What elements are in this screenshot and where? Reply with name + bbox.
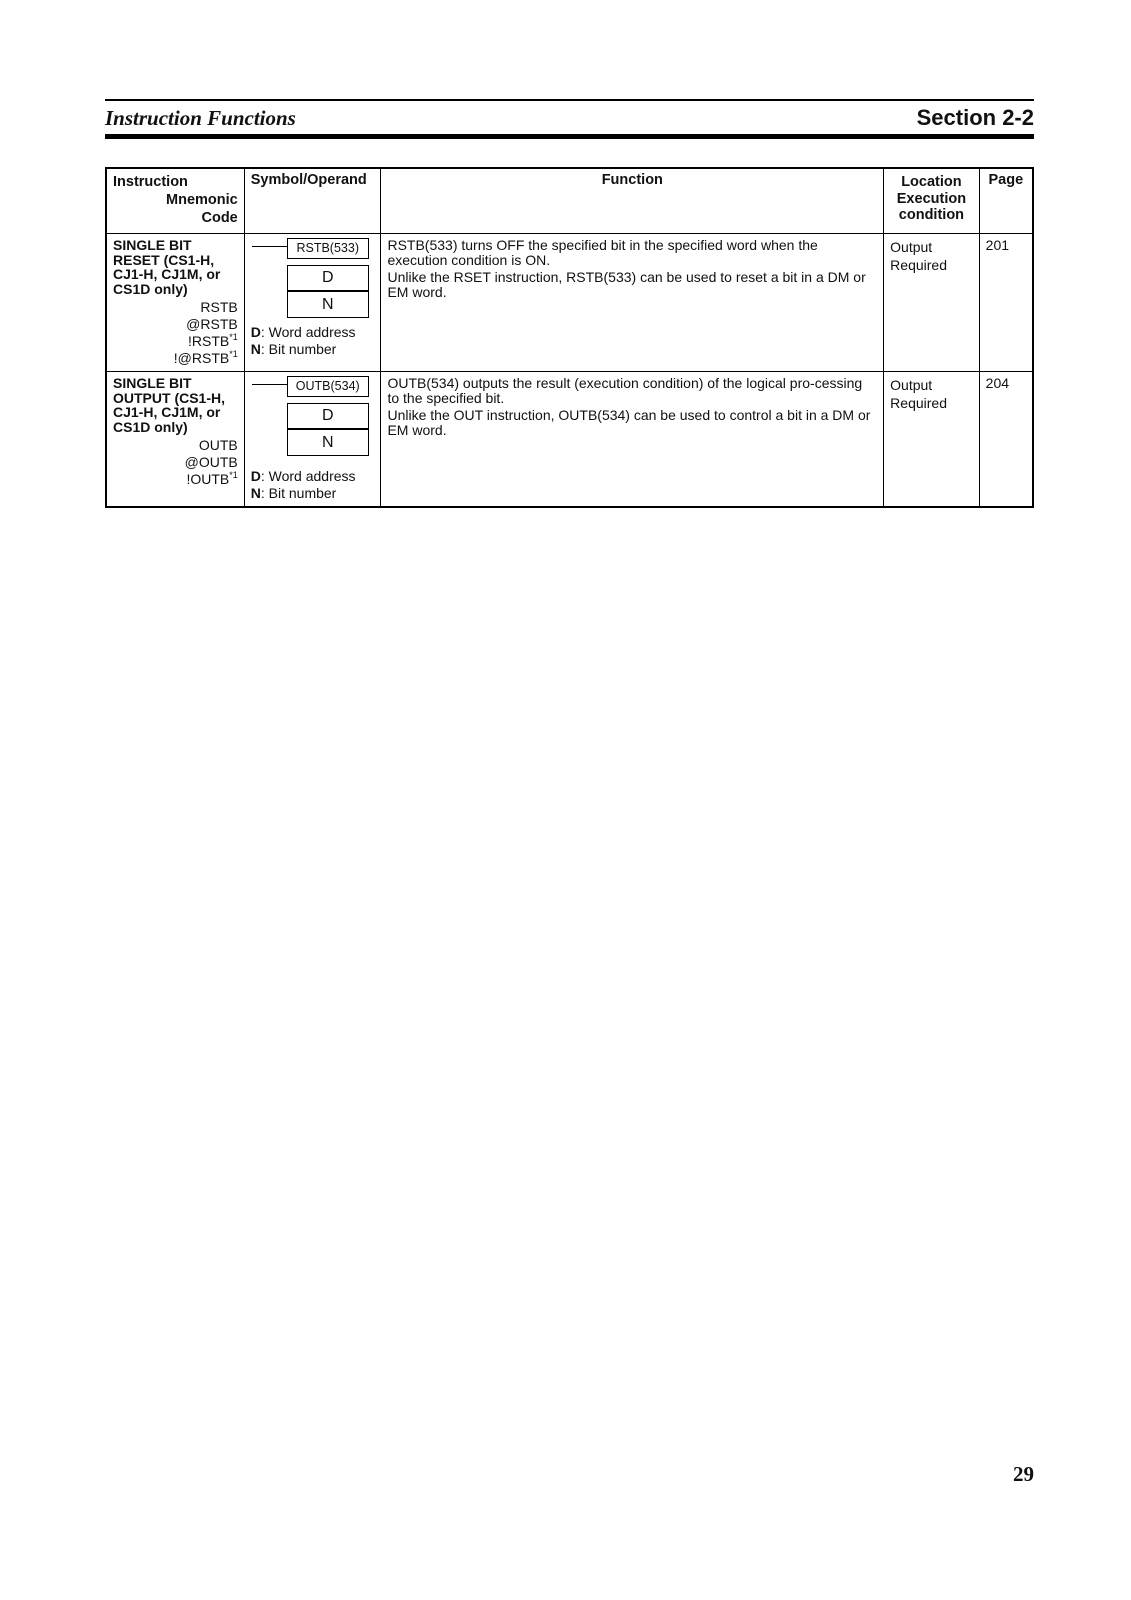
symbol-operand-d: D: [287, 403, 369, 429]
instruction-name-line: RESET (CS1-H,: [113, 251, 215, 268]
column-header-condition-label: condition: [898, 207, 965, 223]
table-row: [106, 234, 1033, 372]
mnemonic-code: OUTB: [198, 437, 238, 453]
mnemonic-code: RSTB: [200, 299, 238, 315]
symbol-cell: [244, 234, 381, 372]
ladder-input-line: [252, 384, 287, 385]
mnemonic-code: !RSTB$^{*1}$: [187, 332, 238, 349]
instruction-name-line: CJ1-H, CJ1M, or: [113, 404, 221, 420]
symbol-instruction-label: OUTB(534): [287, 376, 369, 397]
function-paragraph: OUTB(534) outputs the result (execution condition) of the logical pro-cessing to the specified bit.: [387, 375, 863, 406]
instruction-name-line: CS1D only): [113, 418, 188, 435]
column-header-instruction: [106, 168, 244, 234]
instruction-name-line: CS1D only): [113, 280, 188, 297]
function-paragraph: Unlike the RSET instruction, RSTB(533) can be used to reset a bit in a DM or EM word.: [387, 269, 866, 300]
function-paragraph: RSTB(533) turns OFF the specified bit in the specified word when the execution condition is ON.: [387, 237, 818, 268]
function-cell: [381, 234, 884, 372]
instruction-name-line: OUTPUT (CS1-H,: [113, 389, 225, 406]
column-header-page: Page: [979, 168, 1033, 234]
column-header-mnemonic-label: Mnemonic: [166, 192, 238, 208]
symbol-operand-d: D: [287, 265, 369, 291]
column-header-execution-label: Execution: [896, 191, 967, 207]
operand-legend: [251, 468, 375, 502]
instruction-table: [105, 167, 1034, 508]
mnemonic-code: @RSTB: [186, 316, 238, 332]
instruction-name-line: SINGLE BIT: [113, 375, 192, 391]
execution-condition-value: Required: [890, 257, 947, 273]
symbol-operand-n: N: [287, 429, 369, 456]
column-header-instruction-label: Instruction: [113, 174, 188, 190]
column-header-location: [884, 168, 980, 234]
instruction-name-line: CJ1-H, CJ1M, or: [113, 266, 221, 282]
location-cell: [884, 234, 980, 372]
ladder-symbol: [251, 238, 375, 324]
operand-legend-item: N: Bit number: [250, 341, 337, 357]
execution-condition-value: Required: [890, 395, 947, 411]
symbol-cell: [244, 372, 381, 508]
ladder-input-line: [252, 246, 287, 247]
location-value: Output: [890, 239, 933, 255]
operand-legend: [251, 324, 375, 358]
instruction-cell: [106, 234, 244, 372]
instruction-cell: [106, 372, 244, 508]
instruction-name-line: SINGLE BIT: [113, 237, 192, 253]
column-header-location-label: Location: [901, 174, 962, 190]
mnemonic-code: !@RSTB$^{*1}$: [173, 349, 238, 366]
column-header-code-label: Code: [201, 210, 238, 226]
function-paragraph: Unlike the OUT instruction, OUTB(534) can be used to control a bit in a DM or EM word.: [387, 407, 871, 438]
header-bottom-rule: [105, 134, 1034, 139]
page-number: 29: [1013, 1462, 1034, 1486]
section-label: Section 2-2: [916, 105, 1034, 130]
table-row: [106, 372, 1033, 508]
operand-legend-item: N: Bit number: [250, 485, 337, 501]
page-cell: 204: [979, 372, 1033, 508]
location-cell: [884, 372, 980, 508]
header-top-rule: [105, 99, 1034, 101]
operand-legend-item: D: Word address: [250, 468, 356, 484]
page-cell: 201: [979, 234, 1033, 372]
ladder-symbol: [251, 376, 375, 462]
table-header-row: [106, 168, 1033, 234]
symbol-instruction-label: RSTB(533): [287, 238, 369, 259]
function-cell: [381, 372, 884, 508]
operand-legend-item: D: Word address: [250, 324, 356, 340]
location-value: Output: [890, 377, 933, 393]
symbol-operand-n: N: [287, 291, 369, 318]
mnemonic-list: [113, 299, 238, 367]
mnemonic-list: [113, 437, 238, 488]
mnemonic-code: @OUTB: [184, 454, 238, 470]
column-header-function: Function: [381, 168, 884, 234]
column-header-symbol: Symbol/Operand: [244, 168, 381, 234]
page-header-title: Instruction Functions: [105, 106, 296, 130]
mnemonic-code: !OUTB$^{*1}$: [186, 470, 238, 487]
